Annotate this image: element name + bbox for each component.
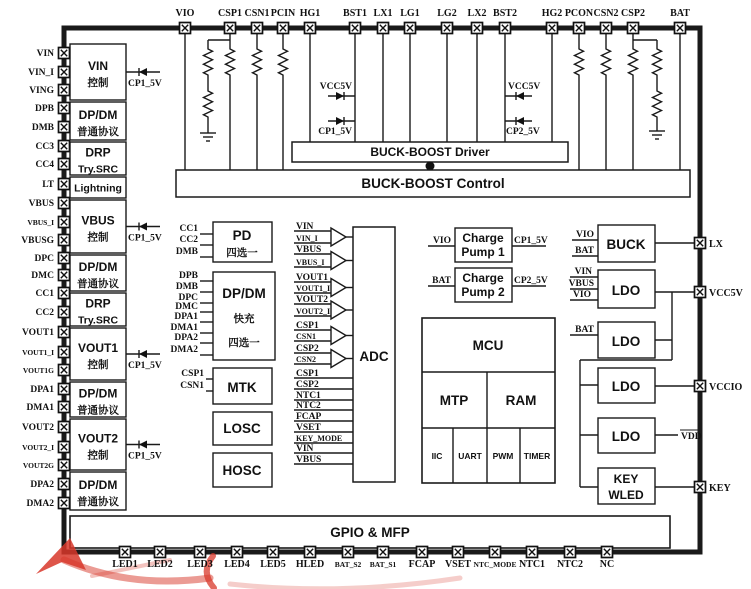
key-wled-title: KEY bbox=[613, 472, 639, 486]
adc-input-label: VIN_I bbox=[296, 234, 318, 243]
pin-left-VOUT1 bbox=[59, 327, 70, 338]
ldo-title: LDO bbox=[611, 334, 641, 349]
pin-right-VCCIO bbox=[695, 381, 706, 392]
pin-bottom-LED2 bbox=[155, 547, 166, 558]
net-label-vdd: VDD bbox=[681, 432, 702, 442]
charge-pump-title: Pump 1 bbox=[461, 245, 505, 259]
pin-top-VIO bbox=[180, 23, 191, 34]
pin-label-CSP2: CSP2 bbox=[621, 8, 645, 19]
hosc-title: HOSC bbox=[222, 463, 262, 478]
pin-left-VOUT1G bbox=[59, 365, 70, 376]
pin-label-LG2: LG2 bbox=[437, 8, 457, 19]
pin-label-VOUT2G: VOUT2G bbox=[22, 461, 54, 470]
junction-dot bbox=[426, 162, 435, 171]
left-block-subtitle: 普通协议 bbox=[77, 404, 119, 417]
pin-left-LT bbox=[59, 179, 70, 190]
adc-input-label: NTC1 bbox=[296, 391, 321, 401]
pin-bottom-BAT_S1 bbox=[378, 547, 389, 558]
pin-bottom-VSET bbox=[453, 547, 464, 558]
left-block-title: Lightning bbox=[74, 182, 122, 195]
pin-left-VBUS bbox=[59, 198, 70, 209]
pin-top-BST2 bbox=[500, 23, 511, 34]
pin-right-LX bbox=[695, 238, 706, 249]
pin-label-DPC: DPC bbox=[34, 254, 54, 264]
pin-label-CC3: CC3 bbox=[35, 142, 54, 152]
pin-label-LED1: LED1 bbox=[112, 559, 138, 570]
pin-label-FCAP: FCAP bbox=[408, 559, 436, 570]
pin-left-VING bbox=[59, 85, 70, 96]
pin-label-DMA1: DMA1 bbox=[26, 403, 54, 413]
pin-bottom-FCAP bbox=[417, 547, 428, 558]
pin-bottom-NTC2 bbox=[565, 547, 576, 558]
left-block-title: DP/DM bbox=[78, 108, 118, 122]
mtp-title: MTP bbox=[439, 393, 469, 408]
pin-label-BST2: BST2 bbox=[493, 8, 517, 19]
ldo-input-label: BAT bbox=[575, 325, 594, 335]
adc-title: ADC bbox=[359, 349, 389, 364]
pin-label-VING: VING bbox=[29, 86, 54, 96]
left-block-subtitle: 控制 bbox=[87, 449, 109, 462]
pin-label-VOUT2: VOUT2 bbox=[21, 423, 54, 433]
left-block-subtitle: 控制 bbox=[87, 77, 109, 89]
left-block-title: DP/DM bbox=[78, 386, 118, 401]
pin-label-NTC1: NTC1 bbox=[518, 559, 546, 570]
dpdm-input-label: DMA2 bbox=[170, 345, 198, 355]
pin-top-CSN2 bbox=[601, 23, 612, 34]
dpdm-input-label: DPA2 bbox=[174, 333, 198, 343]
pin-top-BST1 bbox=[350, 23, 361, 34]
adc-input-label: KEY_MODE bbox=[296, 434, 343, 443]
left-block-title: VBUS bbox=[81, 213, 115, 228]
adc-input-label: VBUS bbox=[296, 455, 322, 465]
pin-label-VOUT1G: VOUT1G bbox=[22, 366, 54, 375]
pin-top-HG2 bbox=[547, 23, 558, 34]
mtk-input-label: CSP1 bbox=[181, 369, 204, 379]
pin-label-LG1: LG1 bbox=[400, 8, 420, 19]
pin-label-VSET: VSET bbox=[444, 559, 472, 570]
pin-label-LX2: LX2 bbox=[467, 8, 487, 19]
dpdm-subtitle: 四选一 bbox=[228, 337, 260, 349]
ldo-input-label: VIN bbox=[574, 267, 592, 277]
ldo-title: LDO bbox=[611, 283, 641, 298]
pin-label-VIN_I: VIN_I bbox=[28, 68, 54, 78]
dpdm-input-label: DPB bbox=[179, 271, 198, 281]
mcu-periph-title: UART bbox=[458, 451, 482, 461]
pin-label-HLED: HLED bbox=[295, 559, 325, 570]
left-block-subtitle: Try.SRC bbox=[77, 314, 119, 327]
pin-bottom-NTC1 bbox=[527, 547, 538, 558]
pin-label-BAT_S1: BAT_S1 bbox=[369, 560, 397, 569]
charge-pump-title: Pump 2 bbox=[461, 285, 505, 299]
pin-label-VCC5V: VCC5V bbox=[709, 288, 743, 299]
pin-label-BST1: BST1 bbox=[343, 8, 367, 19]
pin-bottom-LED4 bbox=[232, 547, 243, 558]
charge-pump-output-label: CP1_5V bbox=[514, 236, 548, 246]
pin-left-VIN_I bbox=[59, 67, 70, 78]
adc-input-label: CSN2 bbox=[296, 355, 317, 364]
pin-label-HG1: HG1 bbox=[299, 8, 321, 19]
pin-top-PCON bbox=[574, 23, 585, 34]
left-block-subtitle: 控制 bbox=[87, 231, 109, 244]
ram-title: RAM bbox=[505, 393, 537, 408]
left-block-title: VOUT2 bbox=[77, 431, 119, 446]
pin-top-LG1 bbox=[405, 23, 416, 34]
pin-left-VOUT1_I bbox=[59, 347, 70, 358]
dpdm-input-label: DMB bbox=[175, 282, 198, 292]
left-block-subtitle: 普通协议 bbox=[77, 278, 119, 290]
pin-label-NTC2: NTC2 bbox=[556, 559, 584, 570]
mcu-periph-title: IIC bbox=[431, 451, 443, 461]
pin-top-CSP2 bbox=[628, 23, 639, 34]
pin-right-KEY bbox=[695, 482, 706, 493]
buck-title: BUCK bbox=[606, 237, 646, 252]
pin-label-LX: LX bbox=[709, 239, 723, 250]
ldo-title: LDO bbox=[611, 429, 641, 444]
pin-left-CC1 bbox=[59, 288, 70, 299]
dpdm-input-label: DMA1 bbox=[170, 323, 198, 333]
pd-input-label: DMB bbox=[175, 247, 198, 257]
pin-label-LX1: LX1 bbox=[373, 8, 393, 19]
pin-left-DPB bbox=[59, 103, 70, 114]
pd-input-label: CC2 bbox=[179, 235, 198, 245]
pin-label-VOUT1: VOUT1 bbox=[21, 328, 54, 338]
pin-top-PCIN bbox=[278, 23, 289, 34]
mcu-title: MCU bbox=[472, 338, 504, 353]
adc-input-label: VBUS bbox=[296, 245, 322, 255]
buck-boost-control-title: BUCK-BOOST Control bbox=[361, 176, 505, 191]
pin-label-LED2: LED2 bbox=[147, 559, 173, 570]
pin-top-CSN1 bbox=[252, 23, 263, 34]
pin-label-CSP1: CSP1 bbox=[218, 8, 242, 19]
pin-label-CC1: CC1 bbox=[35, 289, 54, 299]
pin-label-BAT_S2: BAT_S2 bbox=[334, 560, 362, 569]
left-block-subtitle: 控制 bbox=[87, 359, 109, 371]
pin-label-LED5: LED5 bbox=[260, 559, 286, 570]
pin-label-CC4: CC4 bbox=[35, 160, 54, 170]
pin-label-CC2: CC2 bbox=[35, 308, 54, 318]
buck-input-label: VIO bbox=[576, 230, 594, 240]
charge-pump-input-label: BAT bbox=[432, 276, 451, 286]
pin-label-VIO: VIO bbox=[175, 8, 195, 19]
pin-label-PCON: PCON bbox=[564, 8, 594, 19]
buck-input-label: BAT bbox=[575, 246, 594, 256]
left-block-title: VIN bbox=[87, 59, 109, 73]
pin-label-PCIN: PCIN bbox=[270, 8, 296, 19]
left-block-subtitle: 普通协议 bbox=[77, 126, 119, 138]
pin-label-BAT: BAT bbox=[670, 8, 690, 19]
left-block-title: VOUT1 bbox=[77, 341, 119, 355]
pin-left-DPA1 bbox=[59, 384, 70, 395]
net-label-vcc5v: VCC5V bbox=[508, 82, 541, 92]
net-label-vcc5v: VCC5V bbox=[319, 82, 352, 92]
losc-title: LOSC bbox=[223, 421, 261, 436]
pin-label-NC: NC bbox=[599, 559, 615, 570]
dpdm-title: DP/DM bbox=[222, 286, 266, 301]
mtk-input-label: CSN1 bbox=[180, 381, 204, 391]
pin-left-CC3 bbox=[59, 141, 70, 152]
pin-left-VIN bbox=[59, 48, 70, 59]
adc-input-label: VOUT1_I bbox=[296, 284, 331, 293]
pin-label-LED4: LED4 bbox=[224, 559, 250, 570]
pd-subtitle: 四选一 bbox=[226, 247, 258, 259]
pd-title: PD bbox=[232, 228, 252, 243]
charge-pump-input-label: VIO bbox=[433, 236, 451, 246]
pin-left-DPA2 bbox=[59, 479, 70, 490]
adc-input-label: CSP1 bbox=[296, 321, 319, 331]
pin-bottom-LED5 bbox=[268, 547, 279, 558]
pin-label-VBUSG: VBUSG bbox=[21, 236, 54, 246]
pin-left-CC2 bbox=[59, 307, 70, 318]
pin-right-VCC5V bbox=[695, 287, 706, 298]
pin-label-DPB: DPB bbox=[35, 104, 54, 114]
left-block-title: DRP bbox=[85, 296, 111, 311]
pin-label-DMA2: DMA2 bbox=[26, 499, 54, 509]
left-block-title: DP/DM bbox=[78, 260, 118, 274]
pin-left-DMB bbox=[59, 122, 70, 133]
pin-top-LG2 bbox=[442, 23, 453, 34]
dpdm-input-label: DPA1 bbox=[174, 312, 198, 322]
adc-input-label: FCAP bbox=[296, 412, 322, 422]
adc-input-label: VIN bbox=[296, 444, 314, 454]
ldo-input-label: VIO bbox=[573, 290, 591, 300]
left-block-subtitle: 普通协议 bbox=[77, 496, 119, 508]
pin-left-VBUSG bbox=[59, 235, 70, 246]
pin-left-DPC bbox=[59, 253, 70, 264]
ldo-input-label: VBUS bbox=[568, 279, 594, 289]
adc-input-label: VOUT1 bbox=[296, 273, 329, 283]
pin-label-VOUT2_I: VOUT2_I bbox=[22, 443, 54, 452]
mcu-periph-title: PWM bbox=[492, 451, 514, 461]
pin-label-LT: LT bbox=[42, 180, 54, 190]
left-block-title: DRP bbox=[85, 145, 111, 160]
adc-input-label: VBUS_I bbox=[296, 258, 325, 267]
pin-label-VBUS_I: VBUS_I bbox=[27, 218, 54, 227]
pin-label-NTC_MODE: NTC_MODE bbox=[473, 560, 517, 569]
pin-label-DMB: DMB bbox=[31, 123, 54, 133]
pin-left-VOUT2 bbox=[59, 422, 70, 433]
adc-input-label: CSP2 bbox=[296, 344, 319, 354]
pin-left-VBUS_I bbox=[59, 217, 70, 228]
mtk-title: MTK bbox=[227, 380, 257, 395]
dpdm-subtitle: 快充 bbox=[233, 313, 255, 325]
dpdm-input-label: DPC bbox=[178, 293, 198, 303]
pin-bottom-NC bbox=[602, 547, 613, 558]
pin-left-CC4 bbox=[59, 159, 70, 170]
dpdm-input-label: DMC bbox=[175, 302, 198, 312]
adc-input-label: VIN bbox=[296, 222, 314, 232]
pin-left-DMC bbox=[59, 270, 70, 281]
pin-bottom-LED3 bbox=[195, 547, 206, 558]
pin-label-KEY: KEY bbox=[709, 483, 731, 494]
adc-input-label: CSP2 bbox=[296, 380, 319, 390]
buck-boost-driver-title: BUCK-BOOST Driver bbox=[370, 145, 490, 159]
pin-bottom-LED1 bbox=[120, 547, 131, 558]
pin-label-VIN: VIN bbox=[36, 49, 54, 59]
pin-top-LX1 bbox=[378, 23, 389, 34]
pin-label-CSN1: CSN1 bbox=[244, 8, 270, 19]
pin-label-CSN2: CSN2 bbox=[593, 8, 619, 19]
pin-bottom-HLED bbox=[305, 547, 316, 558]
adc-input-label: NTC2 bbox=[296, 401, 321, 411]
pin-label-HG2: HG2 bbox=[541, 8, 563, 19]
pin-left-DMA2 bbox=[59, 498, 70, 509]
pin-label-DPA2: DPA2 bbox=[30, 480, 54, 490]
charge-pump-title: Charge bbox=[462, 271, 504, 285]
adc-input-label: CSP1 bbox=[296, 369, 319, 379]
pin-left-VOUT2_I bbox=[59, 442, 70, 453]
key-wled-title: WLED bbox=[608, 488, 644, 502]
mcu-periph-title: TIMER bbox=[523, 451, 551, 461]
gpio-mfp-title: GPIO & MFP bbox=[330, 525, 410, 540]
pin-left-VOUT2G bbox=[59, 460, 70, 471]
pd-input-label: CC1 bbox=[179, 224, 198, 234]
pin-left-DMA1 bbox=[59, 402, 70, 413]
adc-input-label: CSN1 bbox=[296, 332, 317, 341]
pin-label-DPA1: DPA1 bbox=[30, 385, 54, 395]
pin-top-LX2 bbox=[472, 23, 483, 34]
pin-label-VCCIO: VCCIO bbox=[709, 382, 743, 393]
pin-top-BAT bbox=[675, 23, 686, 34]
adc-input-label: VOUT2 bbox=[296, 295, 329, 305]
pin-label-DMC: DMC bbox=[31, 271, 54, 281]
pin-bottom-NTC_MODE bbox=[490, 547, 501, 558]
net-label-cp2-5v: CP2_5V bbox=[506, 127, 540, 137]
tap-label-cp1-5v: CP1_5V bbox=[128, 451, 162, 462]
left-block-title: DP/DM bbox=[78, 478, 118, 492]
tap-label-cp1-5v: CP1_5V bbox=[128, 79, 162, 89]
pin-top-CSP1 bbox=[225, 23, 236, 34]
ldo-title: LDO bbox=[611, 379, 641, 394]
charge-pump-title: Charge bbox=[462, 231, 504, 245]
charge-pump-output-label: CP2_5V bbox=[514, 276, 548, 286]
pin-bottom-BAT_S2 bbox=[343, 547, 354, 558]
left-block-subtitle: Try.SRC bbox=[77, 163, 119, 176]
pin-label-VBUS: VBUS bbox=[28, 199, 54, 209]
pin-top-HG1 bbox=[305, 23, 316, 34]
adc-input-label: VSET bbox=[296, 423, 321, 433]
tap-label-cp1-5v: CP1_5V bbox=[128, 233, 162, 244]
net-label-cp1-5v: CP1_5V bbox=[318, 127, 352, 137]
pin-label-LED3: LED3 bbox=[187, 559, 213, 570]
adc-input-label: VOUT2_I bbox=[296, 307, 331, 316]
tap-label-cp1-5v: CP1_5V bbox=[128, 361, 162, 371]
pin-label-VOUT1_I: VOUT1_I bbox=[22, 348, 54, 357]
